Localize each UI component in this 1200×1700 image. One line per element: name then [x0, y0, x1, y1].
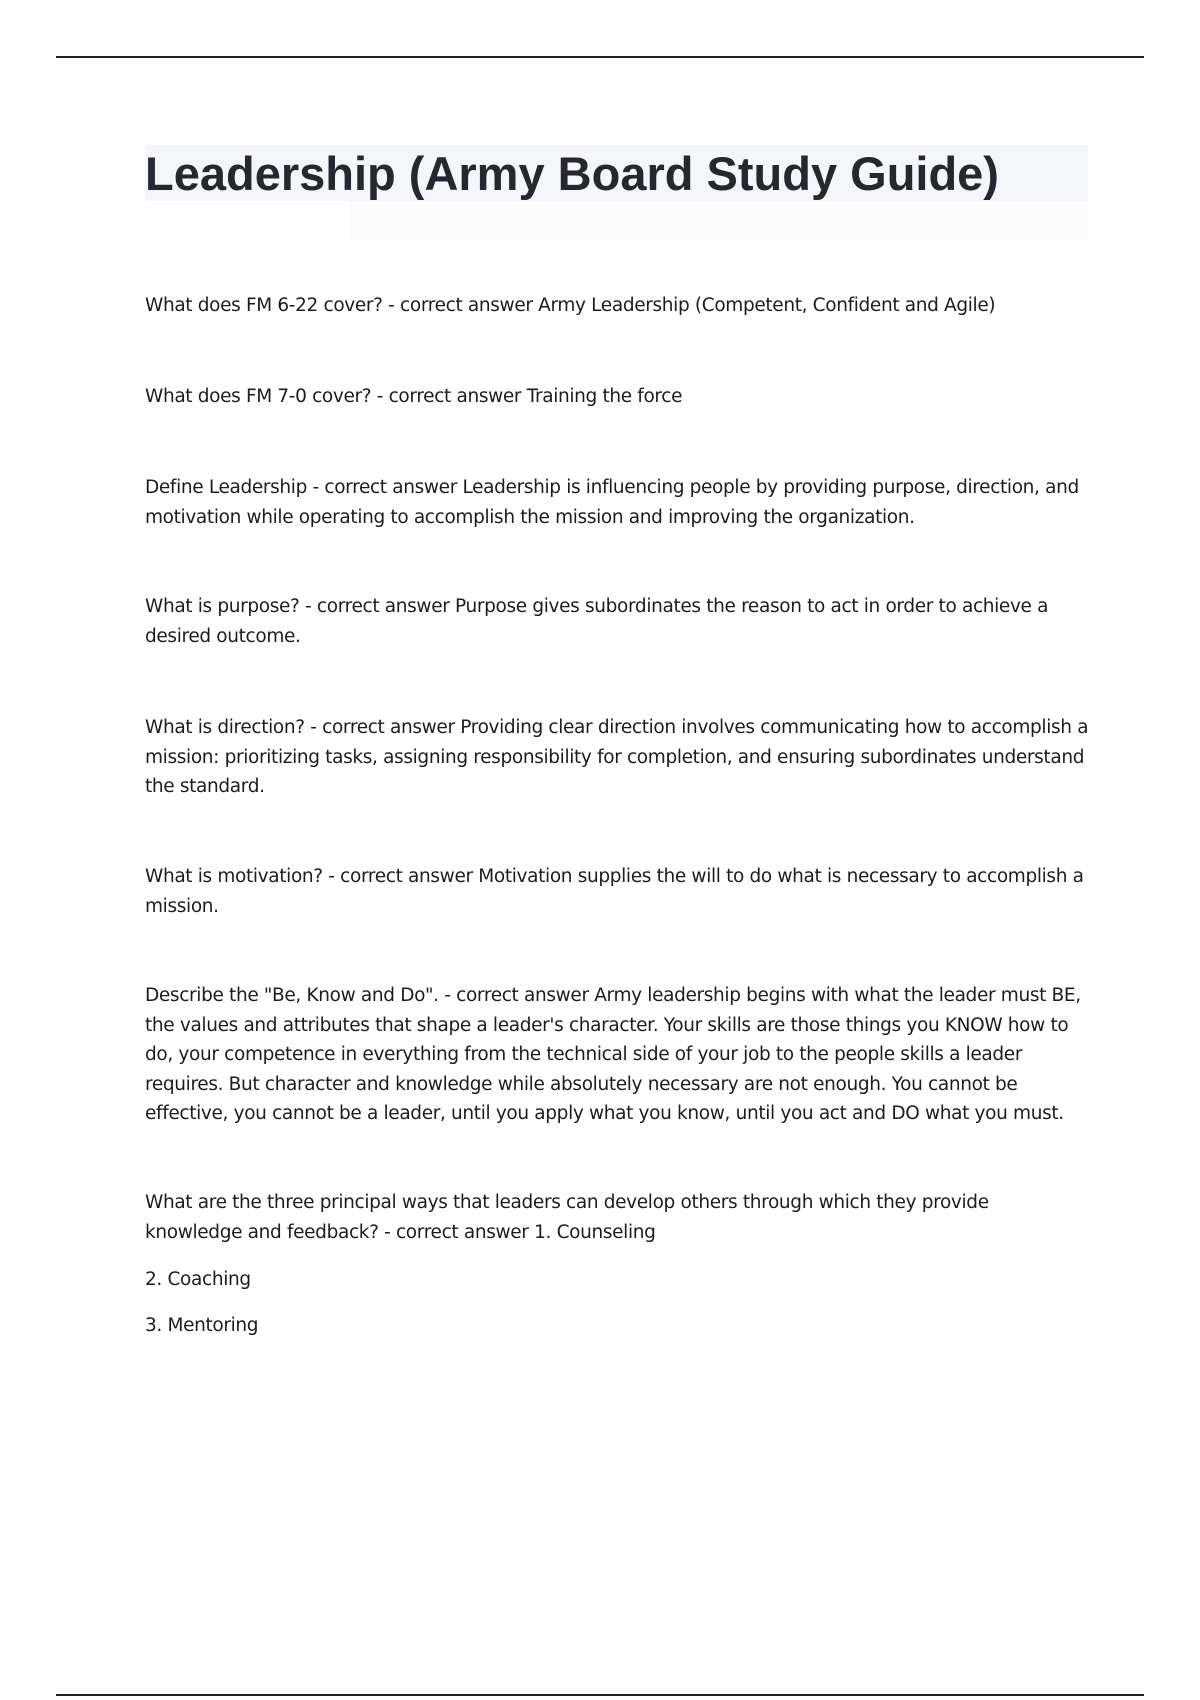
list-item-mentoring: 3. Mentoring — [145, 1315, 259, 1336]
top-rule — [56, 56, 1144, 58]
qa-fm-6-22: What does FM 6-22 cover? - correct answer Army Leadership (Competent, Confident and Agile) — [145, 295, 996, 316]
bottom-rule — [56, 1694, 1144, 1696]
qa-define-leadership: Define Leadership - correct answer Leadership is influencing people by providing purpose, direction, and motivation while operating to accomplish the mission and improving the organization. — [145, 477, 1079, 528]
page-title: Leadership (Army Board Study Guide) — [145, 147, 999, 200]
title-highlight-shadow — [350, 201, 1088, 241]
qa-fm-7-0: What does FM 7-0 cover? - correct answer Training the force — [145, 386, 683, 407]
qa-direction: What is direction? - correct answer Providing clear direction involves communicating how to accomplish a mission: prioritizing tasks, assigning responsibility for completion, and ensuring subordinates understand the standard. — [145, 717, 1089, 797]
list-item-coaching: 2. Coaching — [145, 1269, 251, 1290]
qa-motivation: What is motivation? - correct answer Motivation supplies the will to do what is necessary to accomplish a mission. — [145, 866, 1084, 917]
qa-develop-others: What are the three principal ways that leaders can develop others through which they provide knowledge and feedback? - correct answer 1. Counseling — [145, 1192, 989, 1243]
qa-purpose: What is purpose? - correct answer Purpose gives subordinates the reason to act in order to achieve a desired outcome. — [145, 596, 1049, 647]
qa-be-know-do: Describe the "Be, Know and Do". - correct answer Army leadership begins with what the leader must BE, the values and attributes that shape a leader's character. Your skills are those things you KNOW how to do, your competence in everything from the technical side of your job to the people skills a leader requires. But character and knowledge while absolutely necessary are not enough. You cannot be effective, you cannot be a leader, until you apply what you know, until you act and DO what you must. — [145, 985, 1081, 1124]
